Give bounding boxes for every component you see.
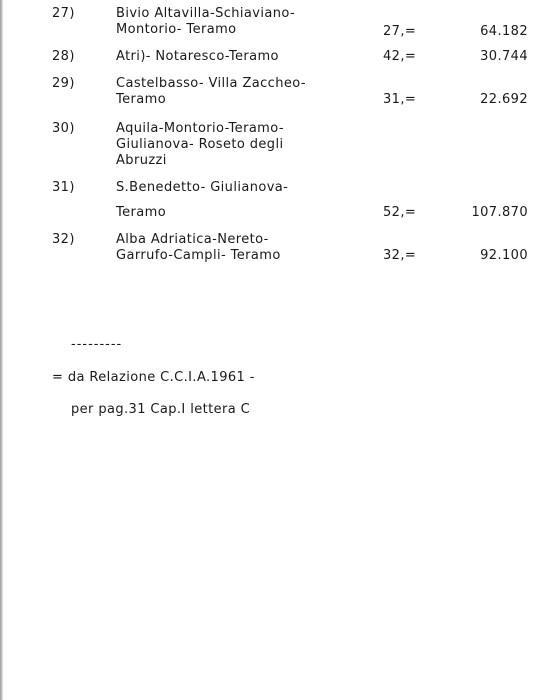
footnote-source: = da Relazione C.C.I.A.1961 - xyxy=(52,370,255,385)
entry-route xyxy=(116,232,366,264)
entry-route xyxy=(116,6,366,38)
entry-amount: 92.100 xyxy=(480,248,528,263)
entry-number: 27) xyxy=(52,6,75,21)
entry-number: 28) xyxy=(52,49,75,64)
entry-km: 42,= xyxy=(383,49,417,64)
footnote-reference: per pag.31 Cap.I lettera C xyxy=(71,402,251,417)
entry-number: 32) xyxy=(52,232,75,247)
route-line: Giulianova- Roseto degli xyxy=(116,137,284,152)
route-line: Bivio Altavilla-Schiaviano- xyxy=(116,6,296,21)
entry-number: 31) xyxy=(52,180,75,195)
route-line: Abruzzi xyxy=(116,153,167,168)
entry-route xyxy=(116,49,366,65)
entry-km: 32,= xyxy=(383,248,417,263)
page-left-edge xyxy=(0,0,3,700)
entry-amount: 107.870 xyxy=(471,205,528,220)
entry-km: 31,= xyxy=(383,92,417,107)
section-divider: --------- xyxy=(71,337,123,352)
entry-number: 29) xyxy=(52,76,75,91)
route-line: Aquila-Montorio-Teramo- xyxy=(116,121,284,136)
route-line: Castelbasso- Villa Zaccheo- xyxy=(116,76,306,91)
route-line: Montorio- Teramo xyxy=(116,22,237,37)
entry-km: 52,= xyxy=(383,205,417,220)
entry-amount: 22.692 xyxy=(480,92,528,107)
route-line: Teramo xyxy=(116,205,167,220)
entry-amount: 64.182 xyxy=(480,24,528,39)
entry-route xyxy=(116,180,366,196)
entry-route xyxy=(116,121,366,169)
route-line: Atri)- Notaresco-Teramo xyxy=(116,49,279,64)
route-line: Alba Adriatica-Nereto- xyxy=(116,232,269,247)
entry-amount: 30.744 xyxy=(480,49,528,64)
route-line: Garrufo-Campli- Teramo xyxy=(116,248,281,263)
entry-route xyxy=(116,76,366,108)
route-line: S.Benedetto- Giulianova- xyxy=(116,180,289,195)
entry-route xyxy=(116,205,366,221)
entry-number: 30) xyxy=(52,121,75,136)
route-line: Teramo xyxy=(116,92,167,107)
entry-km: 27,= xyxy=(383,24,417,39)
